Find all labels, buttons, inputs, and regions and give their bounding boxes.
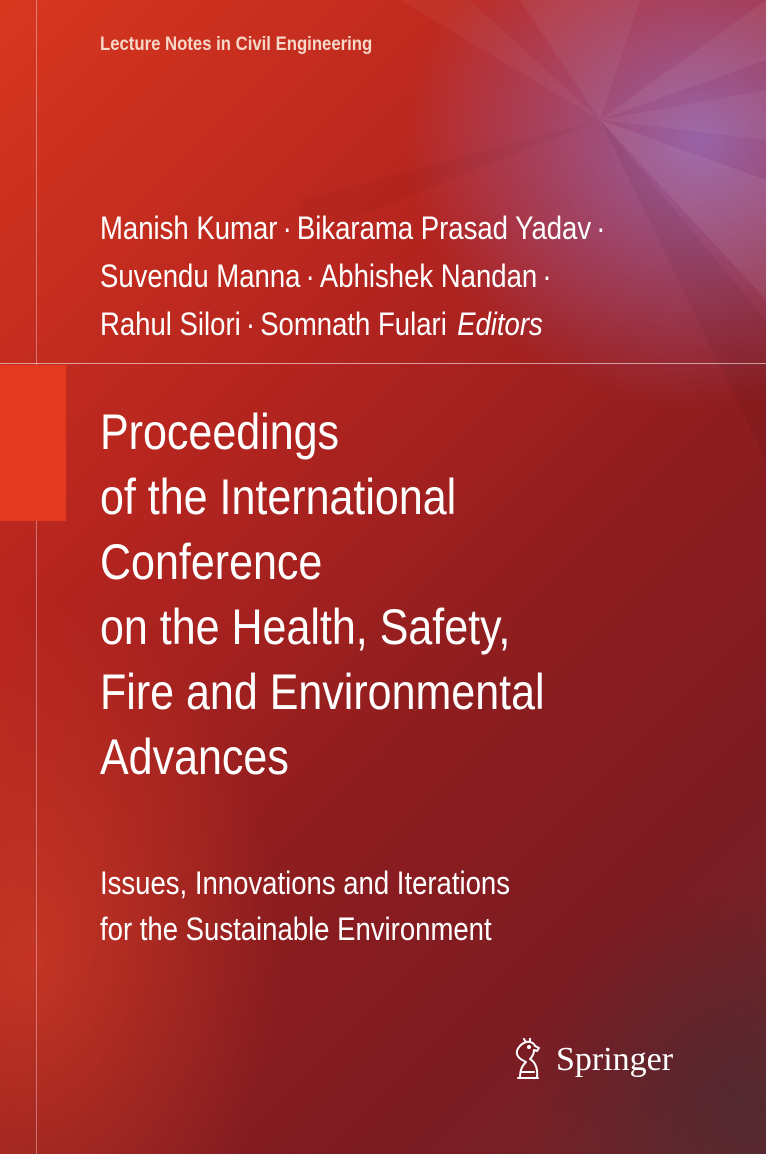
- editors-line-2: [100, 252, 611, 300]
- editor-separator: ·: [596, 210, 606, 246]
- horizontal-guide-line: [0, 363, 766, 364]
- editors-line-3: [100, 300, 611, 348]
- editor-name: Rahul Silori: [100, 306, 241, 342]
- publisher-logo: [508, 1038, 673, 1082]
- editor-name: Somnath Fulari: [260, 306, 447, 342]
- subtitle-line: Issues, Innovations and Iterations: [100, 865, 510, 901]
- publisher-name: Springer: [556, 1041, 674, 1078]
- title-line: Conference: [100, 534, 323, 590]
- book-subtitle: [100, 860, 510, 952]
- vertical-guide-line: [36, 0, 37, 1154]
- editor-name: Suvendu Manna: [100, 258, 301, 294]
- title-line: of the International: [100, 469, 457, 525]
- editor-separator: ·: [282, 210, 292, 246]
- title-line: on the Health, Safety,: [100, 599, 511, 655]
- title-line: Fire and Environmental: [100, 664, 545, 720]
- editor-separator: ·: [542, 258, 552, 294]
- title-line: Proceedings: [100, 404, 340, 460]
- series-title: Lecture Notes in Civil Engineering: [100, 34, 373, 55]
- book-title: [100, 400, 545, 790]
- title-line: Advances: [100, 729, 289, 785]
- editors-block: [100, 204, 611, 348]
- subtitle-line: for the Sustainable Environment: [100, 911, 492, 947]
- springer-horse-icon: [508, 1038, 548, 1082]
- editor-name: Manish Kumar: [100, 210, 278, 246]
- editor-separator: ·: [245, 306, 256, 342]
- editors-line-1: [100, 204, 611, 252]
- editors-role: Editors: [457, 306, 543, 342]
- editor-name: Bikarama Prasad Yadav: [296, 210, 592, 246]
- accent-bar: [0, 365, 66, 521]
- editor-separator: ·: [305, 258, 315, 294]
- editor-name: Abhishek Nandan: [319, 258, 538, 294]
